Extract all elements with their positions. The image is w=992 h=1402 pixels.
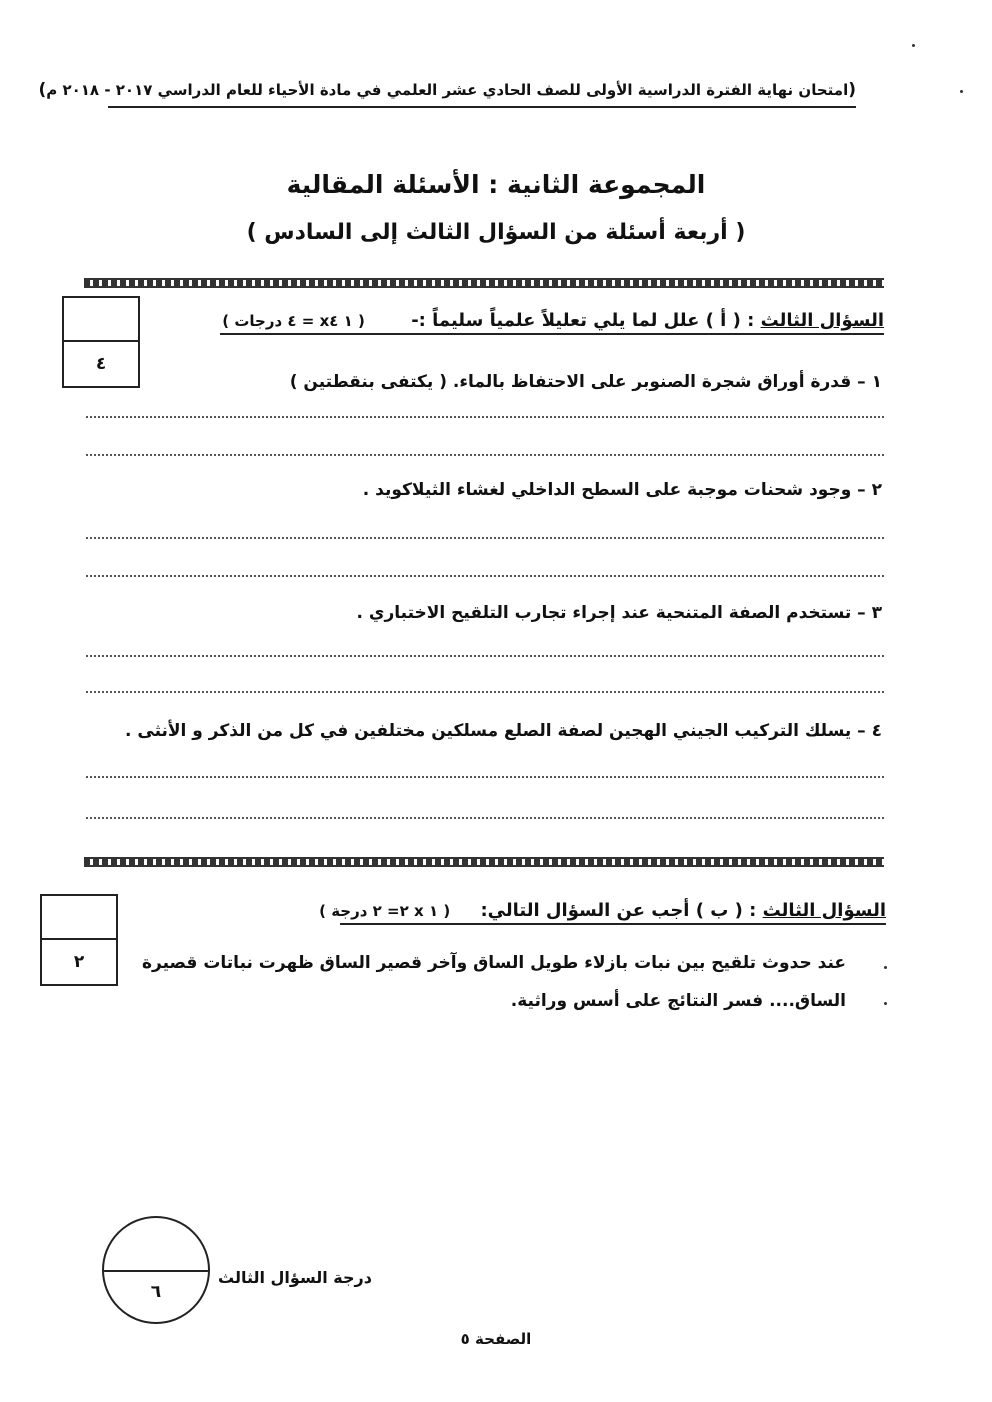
- page-number: الصفحة ٥: [460, 1330, 532, 1348]
- total-score-circle: [102, 1216, 210, 1324]
- score-box-part-a: [62, 296, 140, 388]
- divider-line: [84, 278, 884, 288]
- answer-line[interactable]: [86, 691, 884, 693]
- question-part: : ( أ ) علل لما يلي تعليلاً علمياً سليماً :-: [411, 310, 755, 331]
- question-item-2: ٢ – وجود شحنات موجبة على السطح الداخلي لغشاء الثيلاكويد .: [362, 480, 882, 500]
- question-label: السؤال الثالث: [762, 900, 886, 921]
- question-b-body-line-1: عند حدوث تلقيح بين نبات بازلاء طويل الساق وآخر قصير الساق ظهرت نباتات قصيرة: [141, 953, 846, 973]
- answer-line[interactable]: [86, 655, 884, 657]
- group-title: المجموعة الثانية : الأسئلة المقالية: [286, 170, 706, 199]
- question-part: : ( ب ) أجب عن السؤال التالي:: [480, 900, 757, 921]
- question-marks: ( ١ x ٢= ٢ درجة ): [319, 902, 451, 920]
- answer-line[interactable]: [86, 817, 884, 819]
- bullet-mark: [884, 1002, 887, 1005]
- answer-line[interactable]: [86, 416, 884, 418]
- total-score-value: ٦: [150, 1282, 162, 1302]
- scan-speck: [960, 90, 963, 93]
- answer-line[interactable]: [86, 537, 884, 539]
- answer-line[interactable]: [86, 776, 884, 778]
- scan-speck: [912, 44, 915, 47]
- question-item-4: ٤ – يسلك التركيب الجيني الهجين لصفة الصلع مسلكين مختلفين في كل من الذكر و الأنثى .: [125, 721, 882, 741]
- score-box-value: ٢: [73, 952, 85, 972]
- question-marks: ( ١ x٤ = ٤ درجات ): [222, 312, 365, 330]
- exam-header: (امتحان نهاية الفترة الدراسية الأولى للصف الحادي عشر العلمي في مادة الأحياء للعام الدراسي ٢٠١٧ - ٢٠١٨ م): [108, 80, 856, 108]
- answer-line[interactable]: [86, 454, 884, 456]
- group-subtitle: ( أربعة أسئلة من السؤال الثالث إلى السادس ): [246, 220, 746, 245]
- question-item-3: ٣ – تستخدم الصفة المتنحية عند إجراء تجارب التلقيح الاختباري .: [356, 603, 882, 623]
- question-a-heading: [220, 310, 884, 335]
- total-score-label: درجة السؤال الثالث: [218, 1268, 372, 1287]
- question-label: السؤال الثالث: [760, 310, 884, 331]
- answer-line[interactable]: [86, 575, 884, 577]
- score-box-value: ٤: [95, 354, 107, 374]
- divider-line: [84, 857, 884, 867]
- exam-header-text: امتحان نهاية الفترة الدراسية الأولى للصف الحادي عشر العلمي في مادة الأحياء للعام الدراسي ٢٠١٧ - ٢٠١٨ م: [46, 81, 849, 99]
- question-b-heading: [319, 900, 886, 925]
- question-item-1: ١ – قدرة أوراق شجرة الصنوبر على الاحتفاظ بالماء. ( يكتفى بنقطتين ): [289, 372, 882, 392]
- bullet-mark: [884, 966, 887, 969]
- question-b-body-line-2: الساق.... فسر النتائج على أسس وراثية.: [510, 991, 846, 1011]
- score-box-part-b: [40, 894, 118, 986]
